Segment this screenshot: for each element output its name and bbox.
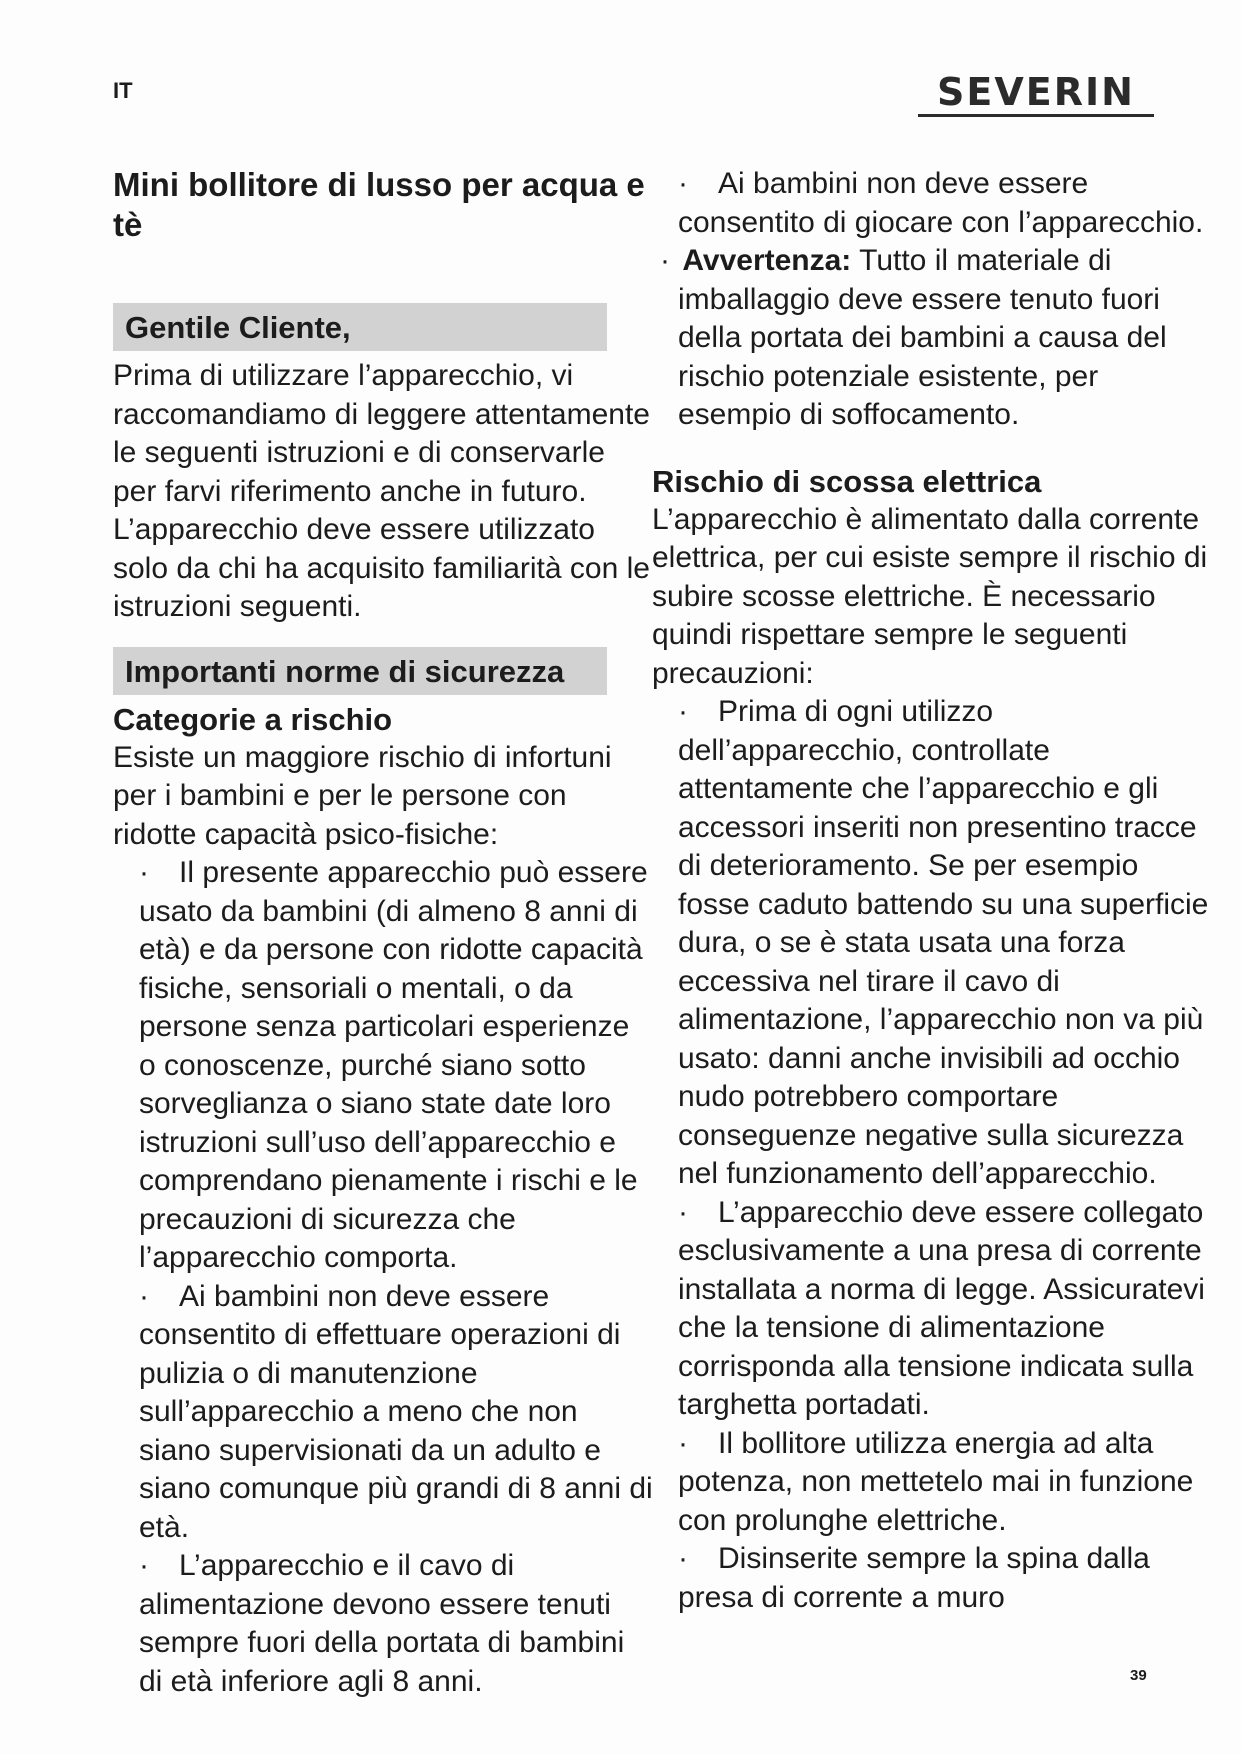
bullet-icon: · (139, 1549, 149, 1582)
electric-list (652, 693, 1212, 1617)
warning-text: Tutto il materiale di imballaggio deve essere tenuto fuori della portata dei bambini a causa del rischio potenziale esistente, per esempio di soffocamento. (678, 244, 1167, 431)
bullet-icon: · (678, 1542, 688, 1575)
bullet-icon: · (678, 1195, 688, 1229)
risk-intro: Esiste un maggiore rischio di infortuni per i bambini e per le persone con ridotte capacità psico-fisiche: (113, 740, 612, 851)
page-title: Mini bollitore di lusso per acqua e tè (113, 166, 645, 243)
list-item: · Ai bambini non deve essere consentito di giocare con l’apparecchio. (678, 167, 1204, 239)
list-item: · Prima di ogni utilizzo dell’apparecchio, controllate attentamente che l’apparecchio e gli accessori inseriti non presentino tracce di deterioramento. Se per esempio fosse caduto battendo su una superficie dura, o se è stata usata una forza eccessiva nel tirare il cavo di alimentazione, l’apparecchio non va più usato: danni anche invisibili ad occhio nudo potrebbero comportare conseguenze negative sulla sicurezza nel funzionamento dell’apparecchio. (678, 695, 1209, 1190)
intro-paragraph: Prima di utilizzare l’apparecchio, vi raccomandiamo di leggere attentamente le seguenti istruzioni e di conservarle per farvi riferimento anche in futuro. L’apparecchio deve essere utilizzato solo da chi ha acquisito familiarità con le istruzioni seguenti. (113, 359, 650, 623)
risk-heading: Categorie a rischio (113, 701, 393, 737)
electric-heading: Rischio di scossa elettrica (652, 463, 1042, 499)
language-code: IT (113, 78, 133, 103)
bullet-icon: · (139, 1279, 149, 1313)
bullet-icon: · (660, 244, 670, 277)
children-list (652, 165, 1212, 242)
left-column (113, 165, 653, 1701)
list-item: · L’apparecchio e il cavo di alimentazione devono essere tenuti sempre fuori della portata di bambini di età inferiore agli 8 anni. (139, 1549, 625, 1698)
right-column (652, 165, 1212, 1617)
section-heading-customer: Gentile Cliente, (113, 303, 607, 351)
warning-label: Avvertenza: (682, 244, 852, 277)
section-heading-safety: Importanti norme di sicurezza (113, 647, 607, 695)
bullet-icon: · (678, 167, 688, 200)
risk-list (113, 854, 653, 1701)
brand-logo: SEVERIN (918, 70, 1154, 117)
list-item: · Disinserite sempre la spina dalla presa di corrente a muro (678, 1542, 1150, 1614)
bullet-icon: · (139, 856, 149, 889)
bullet-icon: · (678, 1426, 688, 1460)
electric-intro: L’apparecchio è alimentato dalla corrente elettrica, per cui esiste sempre il rischio di subire scosse elettriche. È necessario quindi rispettare sempre le seguenti precauzioni: (652, 502, 1208, 690)
bullet-icon: · (678, 695, 688, 728)
list-item: · Il presente apparecchio può essere usato da bambini (di almeno 8 anni di età) e da persone con ridotte capacità fisiche, sensoriali o mentali, o da persone senza particolari esperienze o conoscenze, purché siano sotto sorveglianza o siano state date loro istruzioni sull’uso dell’apparecchio e comprendano pienamente i rischi e le precauzioni di sicurezza che l’apparecchio comporta. (139, 856, 648, 1274)
list-item: · Ai bambini non deve essere consentito di effettuare operazioni di pulizia o di manutenzione sull’apparecchio a meno che non siano supervisionati da un adulto e siano comunque più grandi di 8 anni di età. (139, 1279, 653, 1544)
page-number: 39 (1130, 1667, 1147, 1684)
warning-paragraph (652, 242, 1212, 435)
list-item: · L’apparecchio deve essere collegato esclusivamente a una presa di corrente installata a norma di legge. Assicuratevi che la tensione di alimentazione corrisponda alla tensione indicata sulla targhetta portadati. (678, 1195, 1205, 1421)
list-item: · Il bollitore utilizza energia ad alta potenza, non mettetelo mai in funzione con prolunghe elettriche. (678, 1426, 1194, 1537)
